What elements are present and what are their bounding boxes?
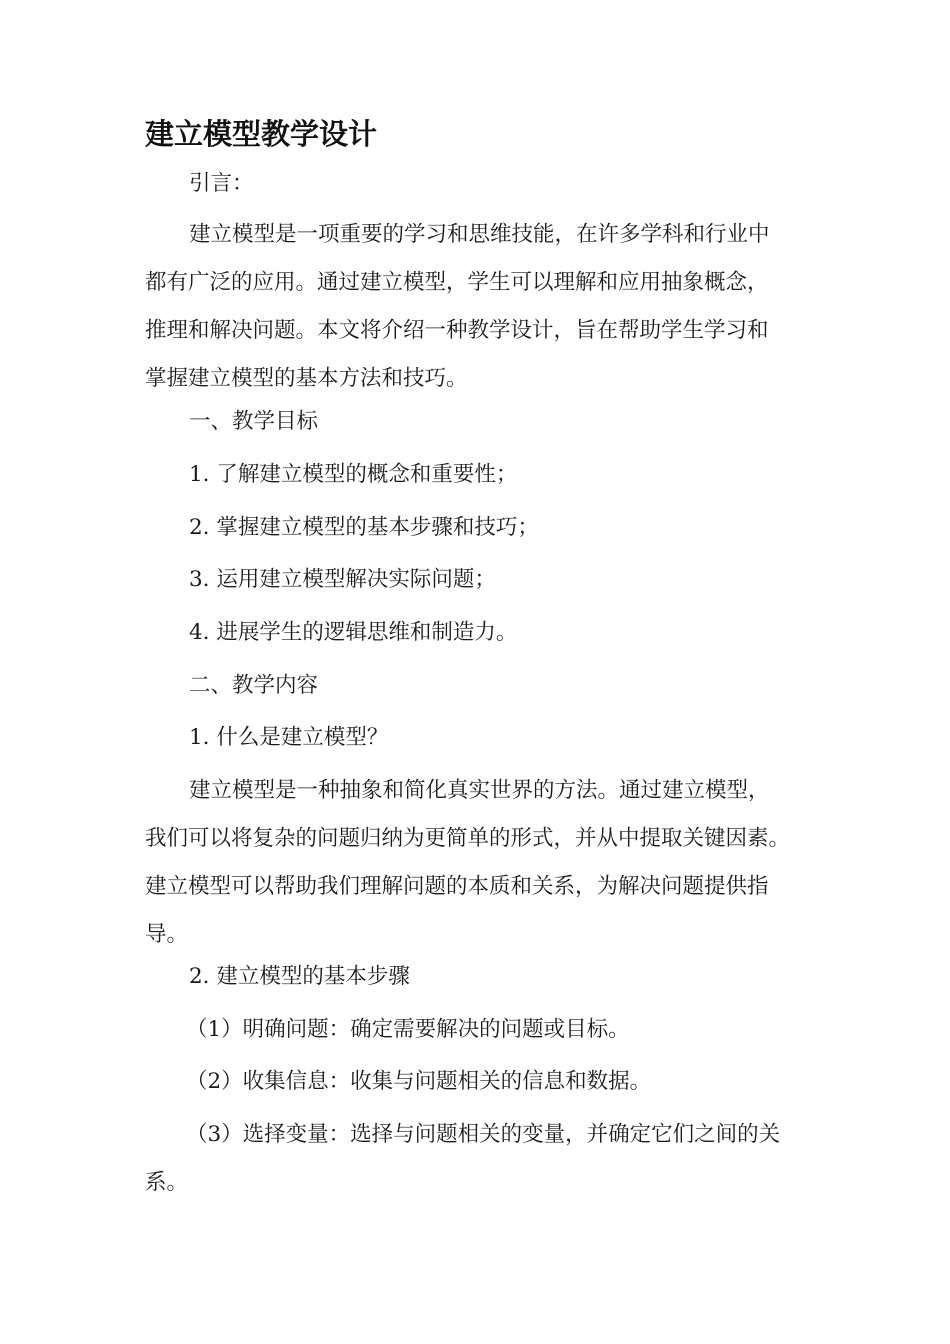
goal-item: 3. 运用建立模型解决实际问题； [189,567,496,592]
item-heading: 1. 什么是建立模型？ [189,725,389,750]
intro-line: 都有广泛的应用。通过建立模型，学生可以理解和应用抽象概念， [145,270,769,295]
intro-line: 建立模型是一项重要的学习和思维技能，在许多学科和行业中 [189,222,770,247]
intro-line: 推理和解决问题。本文将介绍一种教学设计，旨在帮助学生学习和 [145,318,769,343]
step3-line: （3）选择变量：选择与问题相关的变量，并确定它们之间的关 [186,1122,781,1147]
goal-item: 2. 掌握建立模型的基本步骤和技巧； [189,515,539,540]
item1-line: 建立模型是一种抽象和简化真实世界的方法。通过建立模型， [189,778,770,803]
section-heading-goals: 一、教学目标 [189,409,319,434]
goal-item: 1. 了解建立模型的概念和重要性； [189,462,518,487]
document-title: 建立模型教学设计 [145,117,378,151]
item-heading: 2. 建立模型的基本步骤 [189,964,410,989]
item1-line: 我们可以将复杂的问题归纳为更简单的形式，并从中提取关键因素。 [145,826,791,851]
item1-line: 建立模型可以帮助我们理解问题的本质和关系，为解决问题提供指 [145,874,769,899]
section-heading-content: 二、教学内容 [189,673,319,698]
step3-line: 系。 [145,1170,189,1195]
intro-paragraph [145,211,805,403]
intro-heading: 引言： [189,171,254,196]
item1-line: 导。 [145,922,189,947]
item1-paragraph [145,767,805,959]
step3-paragraph [145,1111,805,1207]
step-item: （2）收集信息：收集与问题相关的信息和数据。 [186,1069,652,1094]
goal-item: 4. 进展学生的逻辑思维和制造力。 [189,620,518,645]
step-item: （1）明确问题：确定需要解决的问题或目标。 [186,1017,630,1042]
intro-line: 掌握建立模型的基本方法和技巧。 [145,366,468,391]
